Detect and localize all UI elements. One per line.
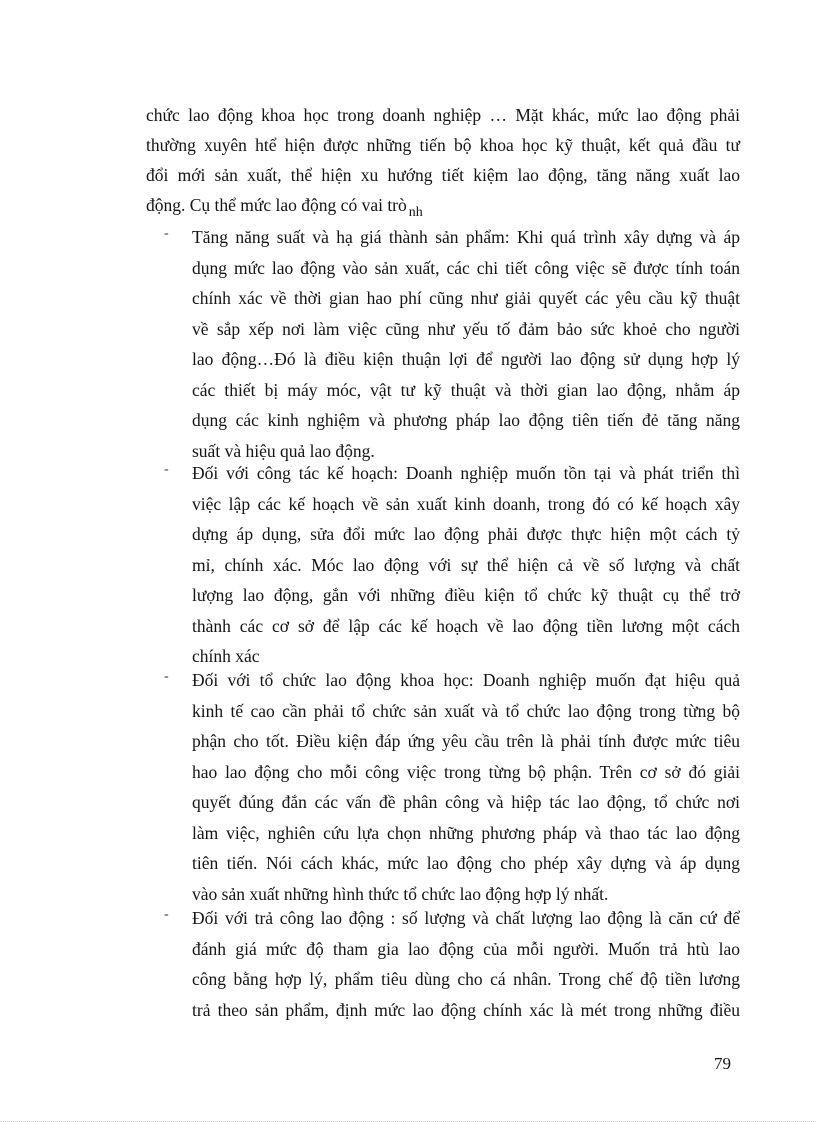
intro-line: thường xuyên htể hiện được những tiến bộ khoa học kỹ thuật, kết quả đầu tư	[146, 135, 740, 155]
bullet-line: Đối với công tác kế hoạch: Doanh nghiệp muốn tồn tại và phát triển thì	[192, 463, 740, 483]
bullet-line: lượng lao động, gắn với những điều kiện tổ chức kỹ thuật cụ thể trở	[192, 585, 740, 605]
bullet-line: Tăng năng suất và hạ giá thành sản phẩm: Khi quá trình xây dựng và áp	[192, 227, 740, 247]
bullet-text	[192, 665, 740, 909]
bullet-line: dụng mức lao động vào sản xuất, các chi tiết công việc sẽ được tính toán	[192, 257, 740, 278]
bullet-text	[192, 458, 740, 672]
intro-line-text: động. Cụ thể mức lao động có vai trò	[146, 195, 407, 215]
bullet-line: kinh tế cao cần phải tổ chức sản xuất và tổ chức lao động trong từng bộ	[192, 700, 740, 721]
bullet-line: các thiết bị máy móc, vật tư kỹ thuật và thời gian lao động, nhằm áp	[192, 379, 740, 400]
bullet-line: hao lao động cho mỗi công việc trong từng bộ phận. Trên cơ sở đó giải	[192, 761, 740, 782]
bullet-dash: -	[164, 462, 169, 477]
bullet-line: lao động…Đó là điều kiện thuận lợi để người lao động sử dụng hợp lý	[192, 349, 740, 369]
intro-line-last	[146, 190, 740, 220]
bullet-line: công bằng hợp lý, phẩm tiêu dùng cho cá nhân. Trong chế độ tiền lương	[192, 969, 740, 989]
bullet-line: quyết đúng đắn các vấn đề phân công và hiệp tác lao động, tổ chức nơi	[192, 792, 740, 812]
bullet-dash: -	[164, 226, 169, 241]
bullet-line: phận cho tốt. Điều kiện đáp ứng yêu cầu trên là phải tính được mức tiêu	[192, 731, 740, 751]
bullet-line: tiên tiến. Nói cách khác, mức lao động cho phép xây dựng và áp dụng	[192, 853, 740, 873]
intro-line: chức lao động khoa học trong doanh nghiệp … Mặt khác, mức lao động phải	[146, 105, 740, 125]
page-bottom-rule	[0, 1121, 816, 1122]
bullet-line: Đối với trả công lao động : số lượng và chất lượng lao động là căn cứ để	[192, 908, 740, 928]
bullet-line: đánh giá mức độ tham gia lao động của mỗi người. Muốn trả htù lao	[192, 938, 740, 959]
bullet-line: suất và hiệu quả lao động.	[192, 440, 375, 461]
bullet-dash: -	[164, 669, 169, 684]
intro-trailing-fragment: nh	[408, 205, 423, 220]
bullet-line: việc lập các kế hoạch về sản xuất kinh doanh, trong đó có kế hoạch xây	[192, 493, 740, 514]
bullet-dash: -	[164, 907, 169, 922]
bullet-line: thành các cơ sở để lập các kế hoạch về lao động tiền lương một cách	[192, 615, 740, 636]
bullet-line: Đối với tổ chức lao động khoa học: Doanh nghiệp muốn đạt hiệu quả	[192, 670, 740, 690]
intro-paragraph	[146, 100, 740, 220]
bullet-text	[192, 903, 740, 1025]
bullet-line: về sắp xếp nơi làm việc cũng như yếu tố đảm bảo sức khoẻ cho người	[192, 318, 740, 339]
bullet-text	[192, 222, 740, 466]
bullet-line: dụng các kinh nghiệm và phương pháp lao động tiên tiến đẻ tăng năng	[192, 410, 740, 430]
bullet-line: trả theo sản phẩm, định mức lao động chính xác là mét trong những điều	[192, 999, 740, 1020]
page-number: 79	[714, 1054, 731, 1073]
bullet-line: mỉ, chính xác. Móc lao động với sự thể hiện cả về số lượng và chất	[192, 554, 740, 575]
bullet-line: làm việc, nghiên cứu lựa chọn những phương pháp và thao tác lao động	[192, 822, 740, 843]
bullet-line: dựng áp dụng, sửa đổi mức lao động phải được thực hiện một cách tỷ	[192, 524, 740, 544]
bullet-line: vào sản xuất những hình thức tổ chức lao động hợp lý nhất.	[192, 883, 609, 904]
intro-line: đổi mới sản xuất, thể hiện xu hướng tiết kiệm lao động, tăng năng xuất lao	[146, 165, 740, 185]
bullet-line: chính xác về thời gian hao phí cũng như giải quyết các yêu cầu kỹ thuật	[192, 288, 740, 308]
bullet-line: chính xác	[192, 646, 260, 666]
